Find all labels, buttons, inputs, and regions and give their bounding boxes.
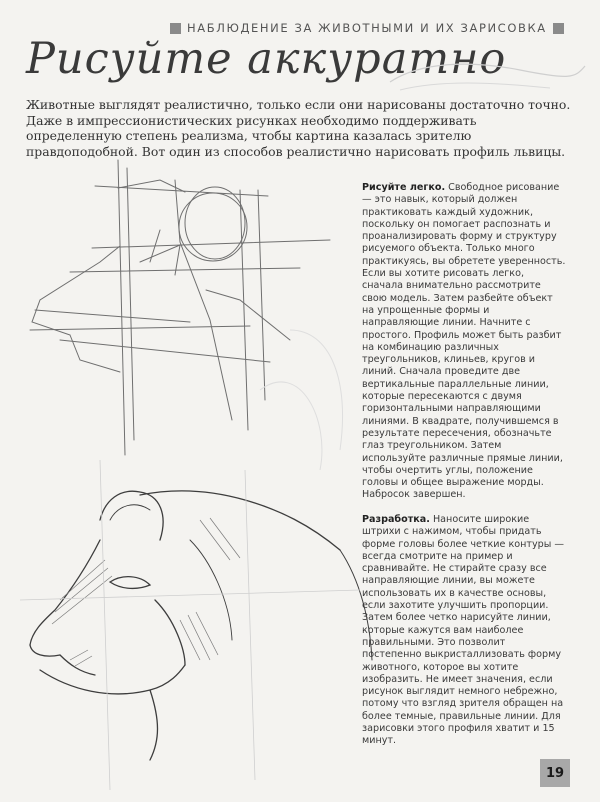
header-marker: [553, 23, 564, 34]
page-number: 19: [540, 759, 570, 787]
tip-body: Свободное рисование — это навык, который должен практиковать каждый художник, поскольку он помогает распознать и проанализировать форму и структуру рисуемого объекта. Только много практикуясь, вы обретете уверенность. Если вы хотите рисовать легко, сначала внимательно рассмотрите свою модель. Затем разбейте объект на упрощенные формы и направляющие линии. Начните с простого. Профиль может быть разбит на комбинацию различных треугольников, клиньев, кругов и линий. Сначала проведите две вертикальные параллельные линии, которые пересекаются с двумя горизонтальными направляющими линиями. В квадрате, получившемся в результате пересечения, обозначьте глаз треугольником. Затем используйте различные прямые линии, чтобы очертить углы, положение головы и общее выражение морды. Набросок завершен.: [362, 182, 566, 501]
intro-paragraph: Животные выглядят реалистично, только если они нарисованы достаточно точно. Даже в импрессионистических рисунках необходимо поддерживать определенную степень реализма, чтобы картина казалась зрителю правдоподобной. Вот один из способов реалистично нарисовать профиль львицы.: [26, 97, 571, 159]
eye: [110, 577, 150, 589]
neck-line: [150, 690, 158, 760]
head-contour: [140, 491, 340, 550]
jaw: [40, 665, 185, 694]
tip-sketch-lightly: [362, 182, 567, 502]
tip-lead: Рисуйте легко.: [362, 182, 446, 193]
tip-body: Наносите широкие штрихи с нажимом, чтобы придать форме головы более четкие контуры — всегда смотрите на пример и сравнивайте. Не стирайте сразу все направляющие линии, вы можете использовать их в качестве основы, если захотите улучшить пропорции. Затем более четко нарисуйте линии, которые кажутся вам наиболее правильными. Это позволит постепенно выкристаллизовать форму животного, которое вы хотите изобразить. Не имеет значения, если рисунок выглядит немного небрежно, потому что взгляд зрителя обращен на более темные, правильные линии. Для зарисовки этого профиля хватит и 15 минут.: [362, 514, 564, 747]
mouth: [60, 655, 95, 675]
tip-development: [362, 514, 567, 748]
cheek: [155, 600, 185, 665]
tip-lead: Разработка.: [362, 514, 430, 525]
bleed-through-decoration: [380, 52, 590, 102]
nose-tip: [30, 645, 60, 656]
page-title: Рисуйте аккуратно: [26, 34, 507, 84]
ear-outline: [100, 491, 163, 540]
section-title: НАБЛЮДЕНИЕ ЗА ЖИВОТНЫМИ И ИХ ЗАРИСОВКА: [187, 21, 547, 35]
nose-ridge: [30, 540, 100, 645]
